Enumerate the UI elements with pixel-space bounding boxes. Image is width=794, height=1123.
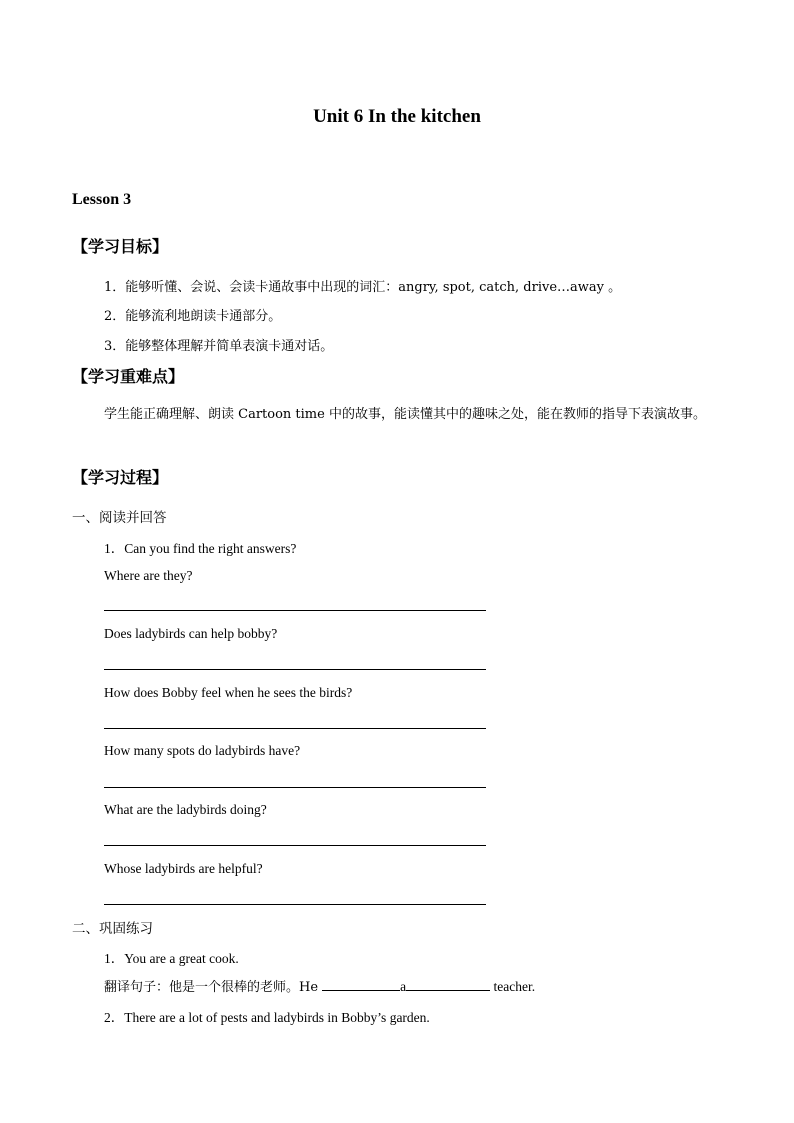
- objective-item-3: 3．能够整体理解并简单表演卡通对话。: [104, 339, 334, 354]
- lesson-label: Lesson 3: [72, 191, 132, 208]
- part2-item-2: 2．There are a lot of pests and ladybirds in Bobby’s garden.: [104, 1010, 430, 1025]
- translation-blank-1[interactable]: [322, 978, 400, 991]
- translation-prefix: 翻译句子：他是一个很棒的老师。He: [104, 980, 323, 995]
- translation-suffix: teacher.: [490, 979, 536, 994]
- question-3: How does Bobby feel when he sees the birds?: [104, 685, 353, 700]
- part2-item-1: 1．You are a great cook.: [104, 951, 239, 966]
- translation-mid: a: [400, 979, 407, 994]
- process-heading: 【学习过程】: [72, 468, 169, 487]
- key-points-heading: 【学习重难点】: [72, 367, 185, 386]
- answer-line-4[interactable]: [104, 787, 486, 788]
- part1-intro: 1．Can you find the right answers?: [104, 541, 297, 556]
- part2-title: 二、巩固练习: [72, 921, 153, 937]
- translation-blank-2[interactable]: [406, 978, 490, 991]
- document-title: Unit 6 In the kitchen: [313, 106, 481, 127]
- question-1: Where are they?: [104, 568, 193, 583]
- answer-line-2[interactable]: [104, 669, 486, 670]
- answer-line-6[interactable]: [104, 904, 486, 905]
- objectives-heading: 【学习目标】: [72, 237, 169, 256]
- objective-item-2: 2．能够流利地朗读卡通部分。: [104, 309, 282, 324]
- question-4: How many spots do ladybirds have?: [104, 743, 301, 758]
- question-5: What are the ladybirds doing?: [104, 802, 267, 817]
- key-points-text: 学生能正确理解、朗读 Cartoon time 中的故事，能读懂其中的趣味之处，能在教师的指导下表演故事。: [104, 407, 706, 422]
- answer-line-1[interactable]: [104, 610, 486, 611]
- question-6: Whose ladybirds are helpful?: [104, 861, 263, 876]
- answer-line-3[interactable]: [104, 728, 486, 729]
- part1-title: 一、阅读并回答: [72, 510, 167, 526]
- translation-sentence: [104, 976, 535, 995]
- objective-item-1: 1．能够听懂、会说、会读卡通故事中出现的词汇：angry, spot, catch, drive…away 。: [104, 280, 622, 295]
- question-2: Does ladybirds can help bobby?: [104, 626, 278, 641]
- answer-line-5[interactable]: [104, 845, 486, 846]
